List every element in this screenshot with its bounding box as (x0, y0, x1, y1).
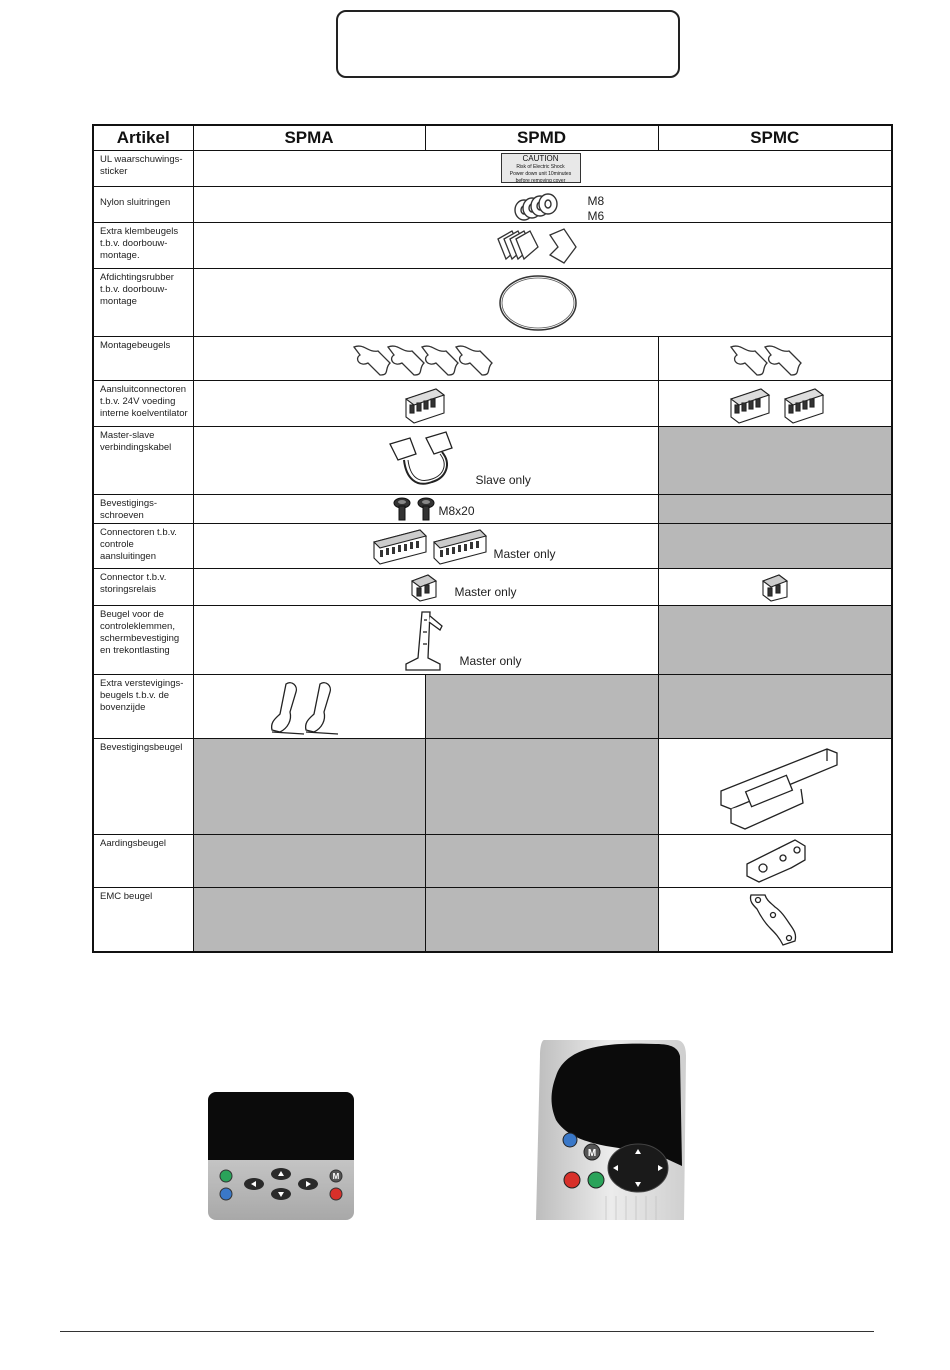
master-only-bracket-note: Master only (459, 654, 522, 668)
emc-bracket-spmc-cell (658, 888, 892, 952)
earthing-bracket-spmc-cell (658, 835, 892, 888)
mounting-brackets-spmc-icon (727, 339, 811, 379)
table-row (93, 675, 892, 739)
table-row (93, 223, 892, 269)
table-row (93, 835, 892, 888)
shaded-cell (425, 675, 658, 739)
washers-cell (193, 187, 892, 223)
slave-only-note: Slave only (475, 473, 531, 487)
washer-size-m8: M8 (587, 194, 605, 208)
control-terminal-bracket-icon (400, 608, 448, 672)
caution-sticker (501, 153, 581, 183)
control-connectors-cell (193, 524, 658, 569)
control-connectors-icon (370, 526, 494, 566)
table-row (93, 739, 892, 835)
row-label: Extra klembeugels t.b.v. doorbouw-montage. (93, 223, 193, 269)
row-label: Master-slave verbindingskabel (93, 427, 193, 495)
table-row (93, 606, 892, 675)
row-label: Connector t.b.v. storingsrelais (93, 569, 193, 606)
relay-connector-spmc-cell (658, 569, 892, 606)
ul-sticker-cell (193, 151, 892, 187)
fan-connectors-spmc-icon (727, 383, 831, 425)
relay-connector-spmc-icon (759, 571, 793, 603)
master-slave-cable-icon (386, 430, 472, 490)
footer-rule (60, 1331, 874, 1332)
clamp-cell (193, 223, 892, 269)
row-label: Aansluitconnectoren t.b.v. 24V voeding interne koelventilator (93, 381, 193, 427)
fixing-bracket-spmc-cell (658, 739, 892, 835)
mounting-brackets-icon (350, 339, 500, 379)
lcd-keypad-image (208, 1092, 354, 1220)
row-label: Afdichtingsrubber t.b.v. doorbouw-montage (93, 269, 193, 337)
rubber-gasket-icon (496, 273, 580, 333)
table-row (93, 151, 892, 187)
table-row (93, 269, 892, 337)
row-label: Connectoren t.b.v. controle aansluitingen (93, 524, 193, 569)
caution-line3: before removing cover (515, 178, 566, 184)
shaded-cell (425, 835, 658, 888)
master-slave-cable-cell (193, 427, 658, 495)
nylon-washers-icon (512, 190, 572, 222)
fan-connector-cell (193, 381, 658, 427)
row-label: Montagebeugels (93, 337, 193, 381)
header-spmc: SPMC (658, 125, 892, 151)
fan-connector-spmc-cell (658, 381, 892, 427)
caution-line2: Power down unit 10minutes (509, 171, 572, 177)
earthing-bracket-icon (743, 838, 813, 884)
relay-connector-icon (408, 571, 442, 603)
svg-text:M: M (587, 1148, 597, 1159)
reinforcement-brackets-icon (268, 678, 358, 738)
gasket-cell (193, 269, 892, 337)
table-row (93, 888, 892, 952)
table-row (93, 524, 892, 569)
screws-icon (390, 496, 440, 522)
screws-cell (193, 495, 658, 524)
master-only-connectors-note: Master only (493, 547, 556, 561)
table-row (93, 495, 892, 524)
caution-title: CAUTION (522, 154, 559, 163)
caution-line1: Risk of Electric Shock (516, 164, 565, 170)
shaded-cell (193, 835, 425, 888)
shaded-cell (658, 675, 892, 739)
mounting-spma-spmd-cell (193, 337, 658, 381)
row-label: EMC beugel (93, 888, 193, 952)
svg-text:M: M (332, 1172, 340, 1181)
shaded-cell (658, 427, 892, 495)
row-label: Bevestigingsbeugel (93, 739, 193, 835)
washer-size-m6: M6 (587, 209, 605, 223)
mounting-spmc-cell (658, 337, 892, 381)
fan-connector-icon (402, 383, 448, 425)
shaded-cell (193, 739, 425, 835)
control-bracket-cell (193, 606, 658, 675)
top-brackets-spma-cell (193, 675, 425, 739)
title-box (336, 10, 680, 78)
table-row (93, 337, 892, 381)
header-spmd: SPMD (425, 125, 658, 151)
shaded-cell (425, 739, 658, 835)
row-label: Aardingsbeugel (93, 835, 193, 888)
header-spma: SPMA (193, 125, 425, 151)
table-row (93, 569, 892, 606)
row-label: UL waarschuwings-sticker (93, 151, 193, 187)
clamp-brackets-icon (494, 225, 586, 267)
shaded-cell (658, 495, 892, 524)
row-label: Beugel voor de controleklemmen, schermbevestiging en trekontlasting (93, 606, 193, 675)
table-row (93, 427, 892, 495)
table-row (93, 187, 892, 223)
shaded-cell (425, 888, 658, 952)
shaded-cell (193, 888, 425, 952)
table-row (93, 381, 892, 427)
accessories-table (92, 124, 893, 953)
header-artikel: Artikel (93, 125, 193, 151)
master-only-relay-note: Master only (454, 585, 517, 599)
row-label: Bevestigings-schroeven (93, 495, 193, 524)
shaded-cell (658, 524, 892, 569)
screw-size-note: M8x20 (438, 504, 475, 518)
large-keypad-image (536, 1036, 686, 1220)
relay-connector-cell (193, 569, 658, 606)
row-label: Nylon sluitringen (93, 187, 193, 223)
shaded-cell (658, 606, 892, 675)
row-label: Extra verstevigings-beugels t.b.v. de bovenzijde (93, 675, 193, 739)
emc-bracket-icon (745, 891, 805, 949)
fixing-bracket-icon (717, 743, 841, 831)
